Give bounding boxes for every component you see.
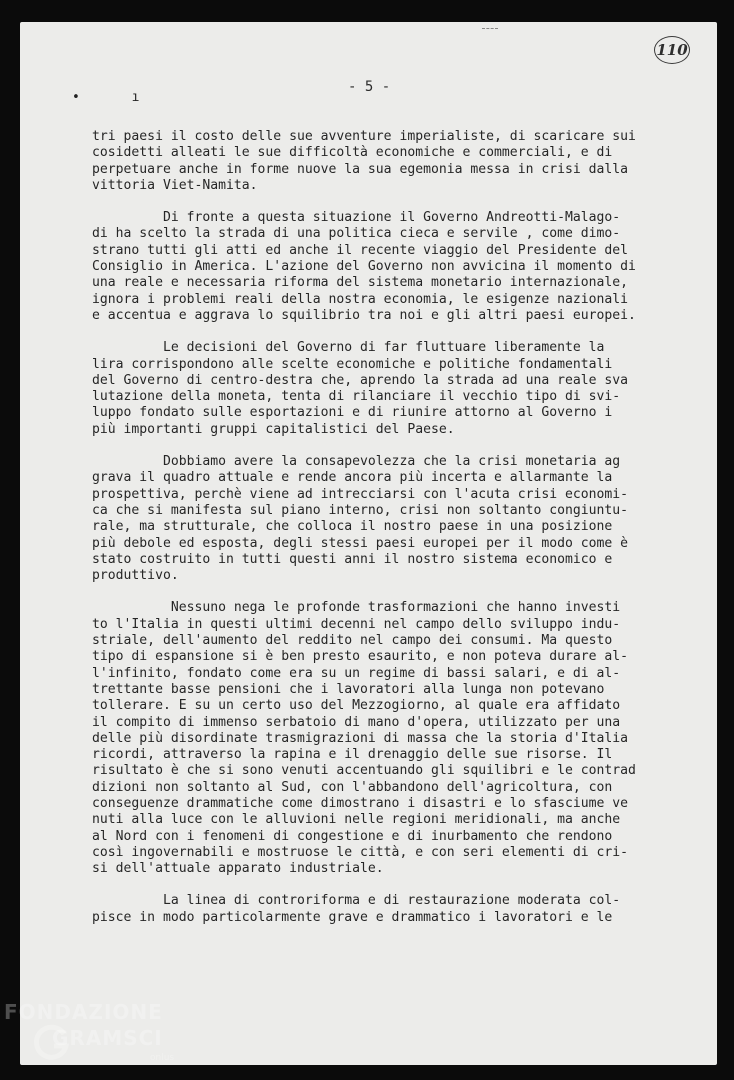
page-number: - 5 - [348,79,391,95]
paragraph-4: Dobbiamo avere la consapevolezza che la crisi monetaria ag grava il quadro attuale e rende ancora più incerta e allarmante la prospettiva, perchè viene ad intrecciarsi con l'acuta crisi economi- ca che si manifesta sul piano interno, crisi non soltanto congiuntu- rale, ma strutturale, che colloca il nostro paese in una posizione più debole ed esposta, degli stessi paesi europei per il modo come è stato costruito in tutti questi anni il nostro sistema economico e produttivo. [92,454,629,584]
paragraph-3: Le decisioni del Governo di far fluttuare liberamente la lira corrispondono alle scelte economiche e politiche fondamentali del Governo di centro-destra che, aprendo la strada ad una reale sva lutazione della moneta, tenta di rilanciare il vecchio tipo di svi- luppo fondato sulle esportazioni e di riunire attorno al Governo i più importanti gruppi capitalistici del Paese. [92,340,629,437]
paragraph-5: Nessuno nega le profonde trasformazioni che hanno investi to l'Italia in questi ultimi decenni nel campo dello sviluppo indu- striale, dell'aumento del reddito nel campo dei consumi. Ma questo tipo di espansione si è ben presto esaurito, e non poteva durare al- l'infinito, fondato come era su un regime di bassi salari, e di al- trettante basse pensioni che i lavoratori alla lunga non potevano tollerare. E su un certo uso del Mezzogiorno, al quale era affidato il compito di immenso serbatoio di mano d'opera, utilizzato per una delle più disordinate trasmigrazioni di massa che la storia d'Italia ricordi, attraverso la rapina e il drenaggio delle sue risorse. Il risultato è che si sono venuti accentuando gli squilibri e le contrad dizioni non soltanto al Sud, con l'abbandono dell'agricoltura, con conseguenze drammatiche come dimostrano i disastri e lo sfasciume ve nuti alla luce con le alluvioni nelle regioni meridionali, ma anche al Nord con i fenomeni di congestione e di inurbamento che rendono così ingovernabili e mostruose le città, e con seri elementi di cri- si dell'attuale apparato industriale. [92,600,636,877]
fondazione-gramsci-watermark [4,996,184,1076]
punch-hole-marks: • ı [72,90,162,105]
watermark-line-1: FONDAZIONE [4,1000,163,1024]
paragraph-2: Di fronte a questa situazione il Governo Andreotti-Malago- di ha scelto la strada di una politica cieca e servile , come dimo- strano tutti gli atti ed anche il recente viaggio del Presidente del Consiglio in America. L'azione del Governo non avvicina il momento di una reale e necessaria riforma del sistema monetario internazionale, ignora i problemi reali della nostra economia, le esigenze nazionali e accentua e aggrava lo squilibrio tra noi e gli altri paesi europei. [92,210,636,323]
document-body [92,129,702,926]
watermark-line-2: GRAMSCI [52,1026,163,1050]
stray-pen-mark [482,28,498,32]
paragraph-1: tri paesi il costo delle sue avventure imperialiste, di scaricare sui cosidetti alleati le sue difficoltà economiche e commerciali, e di perpetuare anche in forme nuove la sua egemonia messa in crisi dalla vittoria Viet-Namita. [92,129,636,193]
typed-document-page [20,22,717,1065]
archive-folio-number: 110 [654,36,690,64]
paragraph-6: La linea di controriforma e di restaurazione moderata col- pisce in modo particolarmente grave e drammatico i lavoratori e le [92,893,621,925]
watermark-line-3: onlus [150,1053,175,1063]
